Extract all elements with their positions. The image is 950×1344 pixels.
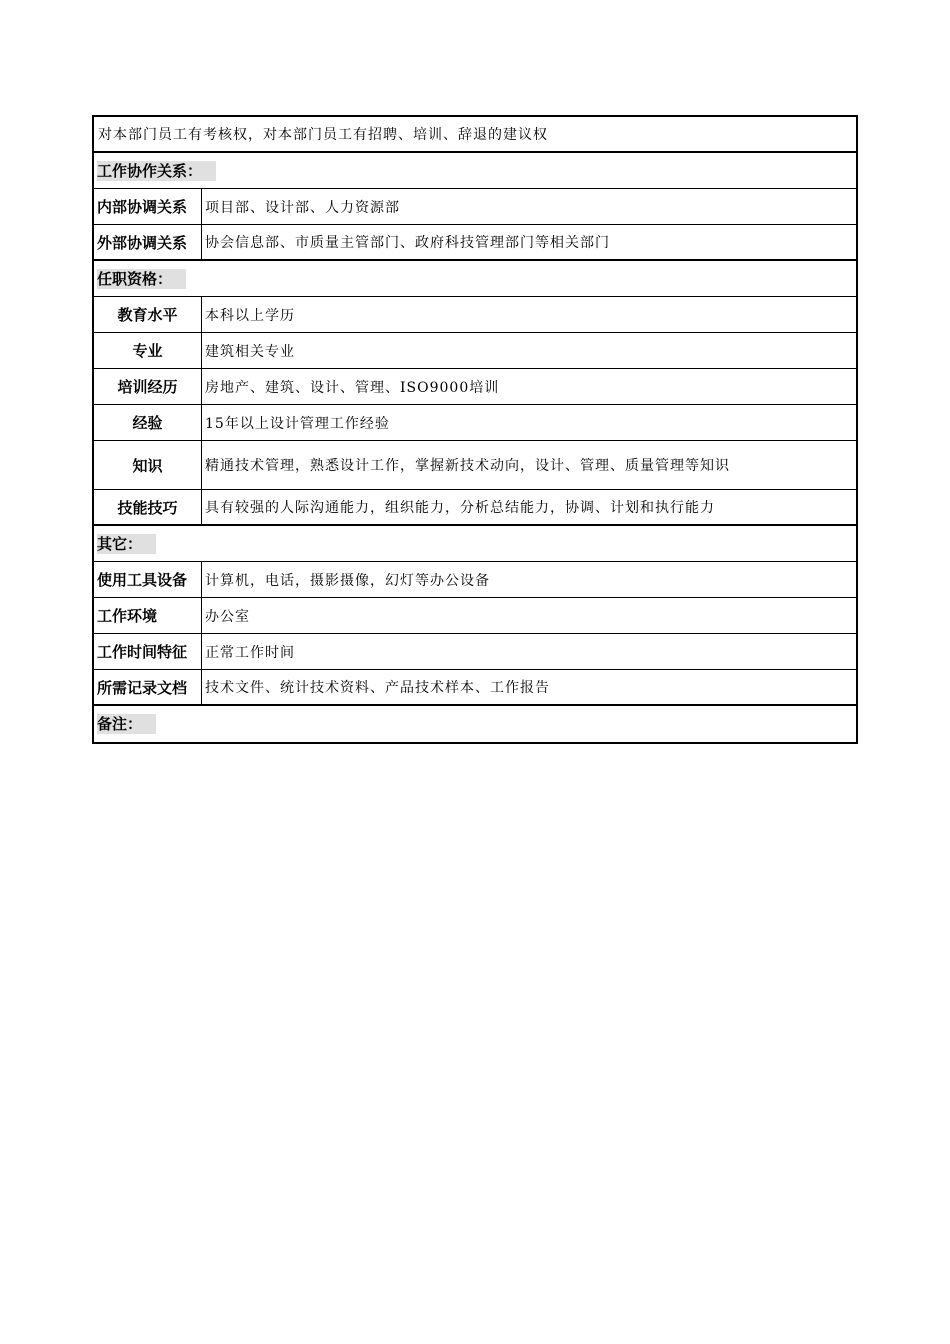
job-description-table — [92, 115, 858, 744]
value-training: 房地产、建筑、设计、管理、ISO9000培训 — [205, 379, 500, 396]
table-row-tools — [94, 562, 856, 598]
value-tools: 计算机，电话，摄影摄像，幻灯等办公设备 — [205, 572, 490, 589]
section-header-remarks — [94, 706, 856, 742]
section-title-other: 其它： — [97, 534, 156, 554]
section-title-remarks: 备注： — [97, 714, 156, 734]
table-row-knowledge — [94, 441, 856, 490]
label-education: 教育水平 — [94, 297, 202, 332]
label-skills: 技能技巧 — [94, 490, 202, 524]
table-row-experience — [94, 405, 856, 441]
table-row-environment — [94, 598, 856, 634]
table-row-education — [94, 297, 856, 333]
section-header-qualifications — [94, 261, 856, 297]
label-experience: 经验 — [94, 405, 202, 440]
table-row-skills — [94, 490, 856, 526]
label-internal-coordination: 内部协调关系 — [94, 189, 202, 224]
label-tools: 使用工具设备 — [94, 562, 202, 597]
table-row-major — [94, 333, 856, 369]
table-row-external-coordination — [94, 225, 856, 261]
value-education: 本科以上学历 — [205, 307, 295, 324]
table-row-training — [94, 369, 856, 405]
label-external-coordination: 外部协调关系 — [94, 225, 202, 259]
label-knowledge: 知识 — [94, 441, 202, 489]
value-work-hours: 正常工作时间 — [205, 644, 295, 661]
section-title-cooperation: 工作协作关系： — [97, 161, 216, 181]
label-training: 培训经历 — [94, 369, 202, 404]
section-header-other — [94, 526, 856, 562]
label-work-hours: 工作时间特征 — [94, 634, 202, 669]
label-documents: 所需记录文档 — [94, 670, 202, 704]
value-major: 建筑相关专业 — [205, 343, 295, 360]
section-title-qualifications: 任职资格： — [97, 269, 186, 289]
value-internal-coordination: 项目部、设计部、人力资源部 — [205, 199, 400, 216]
table-row-internal-coordination — [94, 189, 856, 225]
value-knowledge: 精通技术管理，熟悉设计工作，掌握新技术动向，设计、管理、质量管理等知识 — [205, 458, 730, 474]
table-row-work-hours — [94, 634, 856, 670]
value-external-coordination: 协会信息部、市质量主管部门、政府科技管理部门等相关部门 — [205, 235, 610, 251]
authority-row — [94, 117, 856, 153]
label-major: 专业 — [94, 333, 202, 368]
section-header-cooperation — [94, 153, 856, 189]
value-environment: 办公室 — [205, 608, 250, 625]
label-environment: 工作环境 — [94, 598, 202, 633]
authority-text: 对本部门员工有考核权，对本部门员工有招聘、培训、辞退的建议权 — [98, 127, 548, 143]
value-experience: 15年以上设计管理工作经验 — [205, 415, 390, 432]
table-row-documents — [94, 670, 856, 706]
value-documents: 技术文件、统计技术资料、产品技术样本、工作报告 — [205, 680, 550, 696]
value-skills: 具有较强的人际沟通能力，组织能力，分析总结能力，协调、计划和执行能力 — [205, 500, 715, 516]
